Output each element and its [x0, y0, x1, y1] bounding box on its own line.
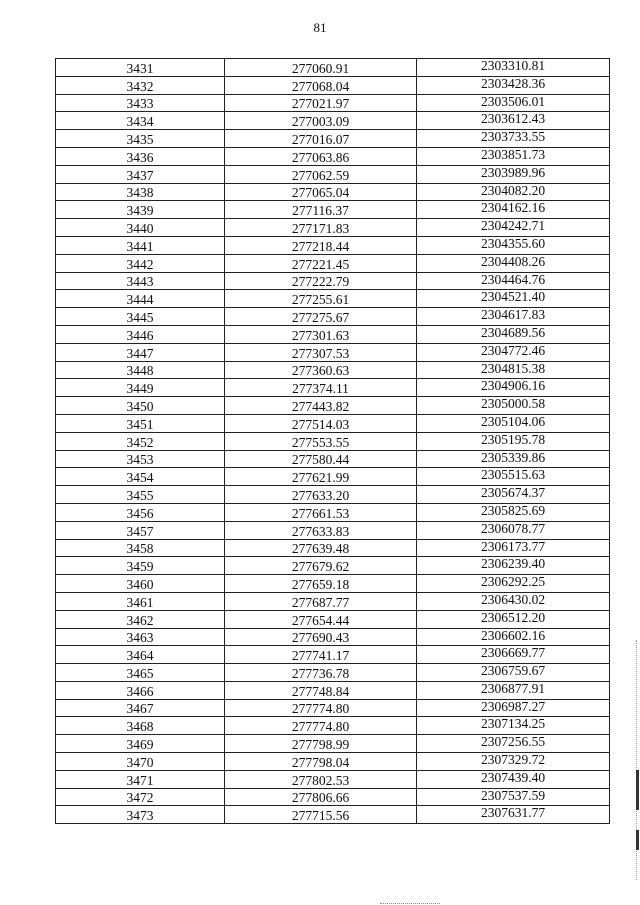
table-row	[56, 254, 610, 272]
y-coordinate-cell: 2305339.86	[417, 450, 610, 468]
table-row	[56, 76, 610, 94]
point-number-cell: 3470	[56, 753, 225, 771]
x-coordinate-cell: 277661.53	[225, 503, 417, 521]
table-row	[56, 94, 610, 112]
y-coordinate-cell: 2303428.36	[417, 76, 610, 94]
x-coordinate-cell: 277063.86	[225, 147, 417, 165]
y-coordinate-cell: 2304242.71	[417, 219, 610, 237]
x-coordinate-cell: 277748.84	[225, 681, 417, 699]
y-coordinate-cell: 2304162.16	[417, 201, 610, 219]
table-row	[56, 201, 610, 219]
point-number-cell: 3447	[56, 343, 225, 361]
y-coordinate-cell: 2304617.83	[417, 308, 610, 326]
table-row	[56, 788, 610, 806]
y-coordinate-cell: 2304408.26	[417, 254, 610, 272]
y-coordinate-cell: 2306078.77	[417, 521, 610, 539]
point-number-cell: 3435	[56, 130, 225, 148]
x-coordinate-cell: 277659.18	[225, 575, 417, 593]
point-number-cell: 3438	[56, 183, 225, 201]
point-number-cell: 3441	[56, 236, 225, 254]
point-number-cell: 3472	[56, 788, 225, 806]
table-row	[56, 557, 610, 575]
x-coordinate-cell: 277065.04	[225, 183, 417, 201]
point-number-cell: 3443	[56, 272, 225, 290]
x-coordinate-cell: 277806.66	[225, 788, 417, 806]
point-number-cell: 3455	[56, 486, 225, 504]
x-coordinate-cell: 277798.04	[225, 753, 417, 771]
table-row	[56, 272, 610, 290]
y-coordinate-cell: 2303612.43	[417, 112, 610, 130]
point-number-cell: 3462	[56, 610, 225, 628]
point-number-cell: 3454	[56, 468, 225, 486]
scan-mark-artifact	[636, 770, 639, 810]
x-coordinate-cell: 277068.04	[225, 76, 417, 94]
coordinates-table-body	[56, 59, 610, 824]
point-number-cell: 3448	[56, 361, 225, 379]
y-coordinate-cell: 2307134.25	[417, 717, 610, 735]
point-number-cell: 3450	[56, 397, 225, 415]
page-number: 81	[313, 20, 327, 35]
x-coordinate-cell: 277514.03	[225, 414, 417, 432]
y-coordinate-cell: 2305195.78	[417, 432, 610, 450]
y-coordinate-cell: 2306292.25	[417, 575, 610, 593]
y-coordinate-cell: 2306430.02	[417, 592, 610, 610]
x-coordinate-cell: 277062.59	[225, 165, 417, 183]
y-coordinate-cell: 2306602.16	[417, 628, 610, 646]
point-number-cell: 3463	[56, 628, 225, 646]
x-coordinate-cell: 277802.53	[225, 770, 417, 788]
y-coordinate-cell: 2306239.40	[417, 557, 610, 575]
y-coordinate-cell: 2305000.58	[417, 397, 610, 415]
point-number-cell: 3459	[56, 557, 225, 575]
y-coordinate-cell: 2303310.81	[417, 59, 610, 77]
y-coordinate-cell: 2305674.37	[417, 486, 610, 504]
x-coordinate-cell: 277360.63	[225, 361, 417, 379]
x-coordinate-cell: 277679.62	[225, 557, 417, 575]
x-coordinate-cell: 277798.99	[225, 735, 417, 753]
table-row	[56, 628, 610, 646]
table-row	[56, 681, 610, 699]
scan-mark-artifact	[636, 830, 639, 850]
table-row	[56, 236, 610, 254]
x-coordinate-cell: 277016.07	[225, 130, 417, 148]
y-coordinate-cell: 2307256.55	[417, 735, 610, 753]
table-row	[56, 183, 610, 201]
x-coordinate-cell: 277690.43	[225, 628, 417, 646]
x-coordinate-cell: 277715.56	[225, 806, 417, 824]
x-coordinate-cell: 277741.17	[225, 646, 417, 664]
x-coordinate-cell: 277307.53	[225, 343, 417, 361]
x-coordinate-cell: 277275.67	[225, 308, 417, 326]
y-coordinate-cell: 2306512.20	[417, 610, 610, 628]
point-number-cell: 3434	[56, 112, 225, 130]
table-row	[56, 414, 610, 432]
x-coordinate-cell: 277443.82	[225, 397, 417, 415]
y-coordinate-cell: 2303733.55	[417, 130, 610, 148]
x-coordinate-cell: 277116.37	[225, 201, 417, 219]
point-number-cell: 3461	[56, 592, 225, 610]
x-coordinate-cell: 277621.99	[225, 468, 417, 486]
point-number-cell: 3467	[56, 699, 225, 717]
x-coordinate-cell: 277374.11	[225, 379, 417, 397]
point-number-cell: 3458	[56, 539, 225, 557]
y-coordinate-cell: 2303989.96	[417, 165, 610, 183]
x-coordinate-cell: 277021.97	[225, 94, 417, 112]
table-row	[56, 147, 610, 165]
point-number-cell: 3433	[56, 94, 225, 112]
point-number-cell: 3465	[56, 664, 225, 682]
point-number-cell: 3453	[56, 450, 225, 468]
y-coordinate-cell: 2304906.16	[417, 379, 610, 397]
y-coordinate-cell: 2304772.46	[417, 343, 610, 361]
point-number-cell: 3469	[56, 735, 225, 753]
point-number-cell: 3437	[56, 165, 225, 183]
table-row	[56, 735, 610, 753]
table-row	[56, 592, 610, 610]
coordinates-table	[55, 58, 610, 824]
table-row	[56, 753, 610, 771]
table-row	[56, 610, 610, 628]
y-coordinate-cell: 2304082.20	[417, 183, 610, 201]
x-coordinate-cell: 277633.83	[225, 521, 417, 539]
point-number-cell: 3457	[56, 521, 225, 539]
point-number-cell: 3451	[56, 414, 225, 432]
y-coordinate-cell: 2304521.40	[417, 290, 610, 308]
point-number-cell: 3436	[56, 147, 225, 165]
table-row	[56, 486, 610, 504]
point-number-cell: 3449	[56, 379, 225, 397]
point-number-cell: 3466	[56, 681, 225, 699]
point-number-cell: 3464	[56, 646, 225, 664]
table-row	[56, 379, 610, 397]
y-coordinate-cell: 2304815.38	[417, 361, 610, 379]
y-coordinate-cell: 2305104.06	[417, 414, 610, 432]
point-number-cell: 3468	[56, 717, 225, 735]
x-coordinate-cell: 277639.48	[225, 539, 417, 557]
x-coordinate-cell: 277222.79	[225, 272, 417, 290]
x-coordinate-cell: 277060.91	[225, 59, 417, 77]
y-coordinate-cell: 2306877.91	[417, 681, 610, 699]
x-coordinate-cell: 277221.45	[225, 254, 417, 272]
y-coordinate-cell: 2303851.73	[417, 147, 610, 165]
point-number-cell: 3440	[56, 219, 225, 237]
y-coordinate-cell: 2305515.63	[417, 468, 610, 486]
x-coordinate-cell: 277171.83	[225, 219, 417, 237]
point-number-cell: 3452	[56, 432, 225, 450]
table-row	[56, 325, 610, 343]
table-row	[56, 165, 610, 183]
point-number-cell: 3444	[56, 290, 225, 308]
table-row	[56, 432, 610, 450]
y-coordinate-cell: 2305825.69	[417, 503, 610, 521]
point-number-cell: 3445	[56, 308, 225, 326]
x-coordinate-cell: 277003.09	[225, 112, 417, 130]
table-row	[56, 130, 610, 148]
x-coordinate-cell: 277301.63	[225, 325, 417, 343]
table-row	[56, 521, 610, 539]
x-coordinate-cell: 277687.77	[225, 592, 417, 610]
table-row	[56, 770, 610, 788]
y-coordinate-cell: 2304689.56	[417, 325, 610, 343]
table-row	[56, 308, 610, 326]
point-number-cell: 3442	[56, 254, 225, 272]
table-row	[56, 468, 610, 486]
table-row	[56, 646, 610, 664]
point-number-cell: 3471	[56, 770, 225, 788]
x-coordinate-cell: 277633.20	[225, 486, 417, 504]
point-number-cell: 3439	[56, 201, 225, 219]
table-row	[56, 699, 610, 717]
x-coordinate-cell: 277553.55	[225, 432, 417, 450]
table-row	[56, 219, 610, 237]
x-coordinate-cell: 277255.61	[225, 290, 417, 308]
table-row	[56, 664, 610, 682]
x-coordinate-cell: 277654.44	[225, 610, 417, 628]
table-row	[56, 397, 610, 415]
y-coordinate-cell: 2306669.77	[417, 646, 610, 664]
x-coordinate-cell: 277736.78	[225, 664, 417, 682]
y-coordinate-cell: 2307329.72	[417, 753, 610, 771]
y-coordinate-cell: 2304464.76	[417, 272, 610, 290]
y-coordinate-cell: 2307631.77	[417, 806, 610, 824]
x-coordinate-cell: 277774.80	[225, 717, 417, 735]
table-row	[56, 539, 610, 557]
y-coordinate-cell: 2306173.77	[417, 539, 610, 557]
point-number-cell: 3431	[56, 59, 225, 77]
y-coordinate-cell: 2303506.01	[417, 94, 610, 112]
x-coordinate-cell: 277774.80	[225, 699, 417, 717]
y-coordinate-cell: 2307537.59	[417, 788, 610, 806]
x-coordinate-cell: 277580.44	[225, 450, 417, 468]
point-number-cell: 3432	[56, 76, 225, 94]
table-row	[56, 361, 610, 379]
x-coordinate-cell: 277218.44	[225, 236, 417, 254]
point-number-cell: 3473	[56, 806, 225, 824]
table-row	[56, 290, 610, 308]
point-number-cell: 3460	[56, 575, 225, 593]
table-row	[56, 343, 610, 361]
table-row	[56, 717, 610, 735]
table-row	[56, 59, 610, 77]
table-row	[56, 575, 610, 593]
table-row	[56, 450, 610, 468]
point-number-cell: 3456	[56, 503, 225, 521]
y-coordinate-cell: 2306759.67	[417, 664, 610, 682]
y-coordinate-cell: 2304355.60	[417, 236, 610, 254]
table-row	[56, 112, 610, 130]
table-row	[56, 503, 610, 521]
y-coordinate-cell: 2307439.40	[417, 770, 610, 788]
point-number-cell: 3446	[56, 325, 225, 343]
table-row	[56, 806, 610, 824]
y-coordinate-cell: 2306987.27	[417, 699, 610, 717]
